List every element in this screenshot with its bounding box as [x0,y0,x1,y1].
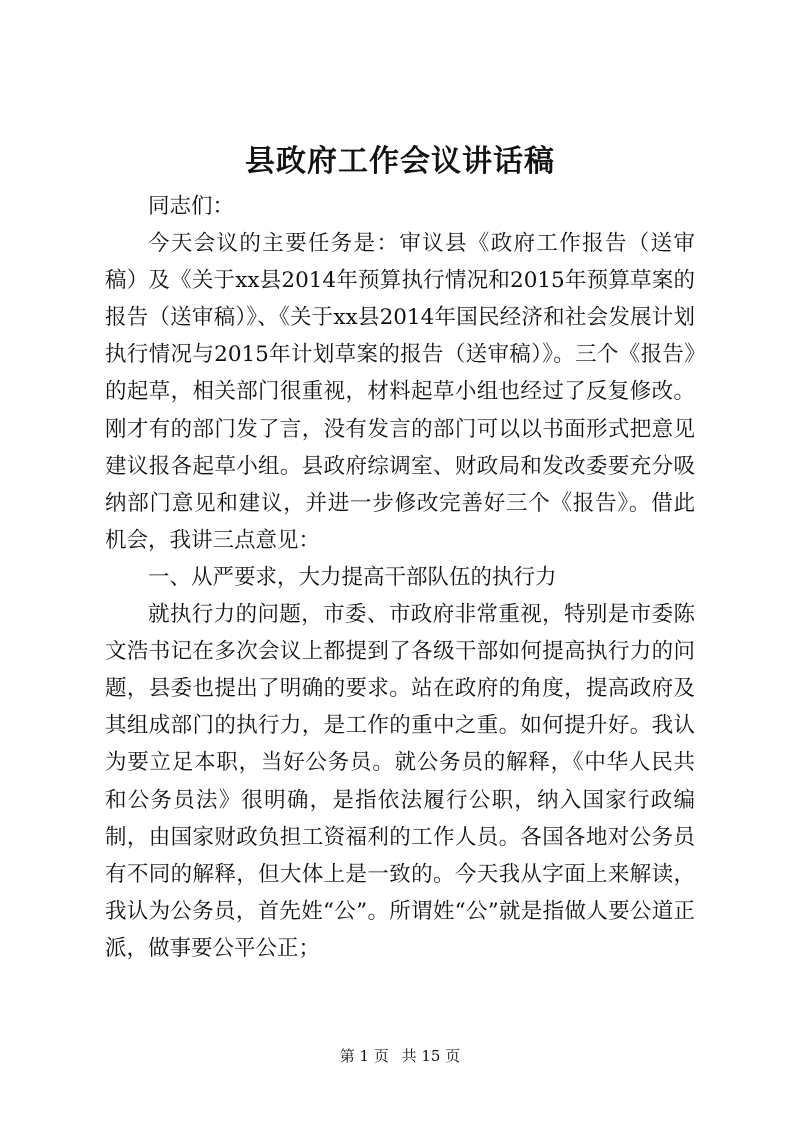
salutation-paragraph: 同志们： [148,194,235,219]
body-paragraph: 就执行力的问题，市委、市政府非常重视，特别是市委陈文浩书记在多次会议上都提到了各级干部如何提高执行力的问题，县委也提出了明确的要求。站在政府的角度，提高政府及其组成部门的执行力，是工作的重中之重。如何提升好。我认为要立足本职，当好公务员。就公务员的解释，《中华人民共和公务员法》很明确，是指依法履行公职，纳入国家行政编制，由国家财政负担工资福利的工作人员。各国各地对公务员有不同的解释，但大体上是一致的。今天我从字面上来解读，我认为公务员，首先姓“公”。所谓姓“公”就是指做人要公道正派，做事要公平公正； [105,602,695,961]
document-title: 县政府工作会议讲话稿 [245,144,555,179]
page-number: 第 1 页 [339,1047,389,1065]
section-heading: 一、从严要求，大力提高干部队伍的执行力 [148,564,557,590]
body-paragraph: 今天会议的主要任务是：审议县《政府工作报告（送审稿）及《关于xx县2014年预算执行情况和2015年预算草案的报告（送审稿）》、《关于xx县2014年国民经济和社会发展计划执行情况与2015年计划草案的报告（送审稿）》。三个《报告》的起草，相关部门很重视，材料起草小组也经过了反复修改。刚才有的部门发了言，没有发言的部门可以以书面形式把意见建议报各起草小组。县政府综调室、财政局和发改委要充分吸纳部门意见和建议，并进一步修改完善好三个《报告》。借此机会，我讲三点意见： [105,231,695,553]
page-footer [0,1046,800,1066]
document-body [105,188,695,967]
page-total: 共 15 页 [401,1047,461,1065]
